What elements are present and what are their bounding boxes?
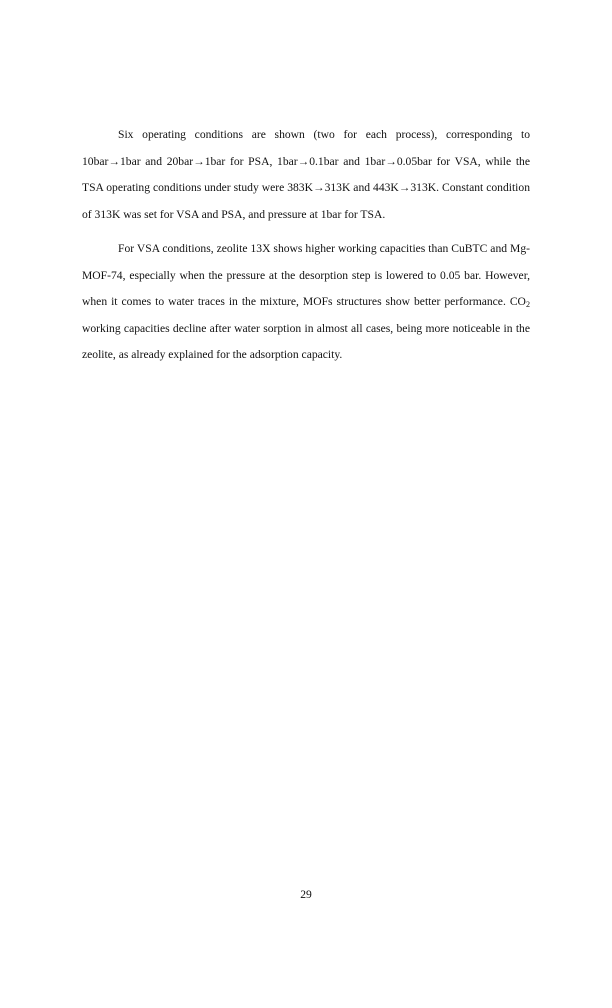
paragraph-operating-conditions: Six operating conditions are shown (two for each process), corresponding to 10bar→1bar and 20bar→1bar for PSA, 1bar→0.1bar and 1bar→0.05bar for VSA, while the TSA operating conditions under study were 383K→313K and 443K→313K. Constant condition of 313K was set for VSA and PSA, and pressure at 1bar for TSA. bbox=[82, 128, 530, 221]
paragraph-vsa-conditions bbox=[82, 236, 530, 369]
co2-subscript: 2 bbox=[525, 300, 530, 310]
body-text bbox=[82, 122, 530, 369]
paragraph-text-end: working capacities decline after water sorption in almost all cases, being more noticeable in the zeolite, as already explained for the adsorption capacity. bbox=[82, 321, 530, 361]
paragraph-text-start: For VSA conditions, zeolite 13X shows higher working capacities than CuBTC and Mg-MOF-74, especially when the pressure at the desorption step is lowered to 0.05 bar. However, when it comes to water traces in the mixture, MOFs structures show better performance. CO bbox=[82, 242, 530, 308]
page-number: 29 bbox=[300, 888, 312, 901]
